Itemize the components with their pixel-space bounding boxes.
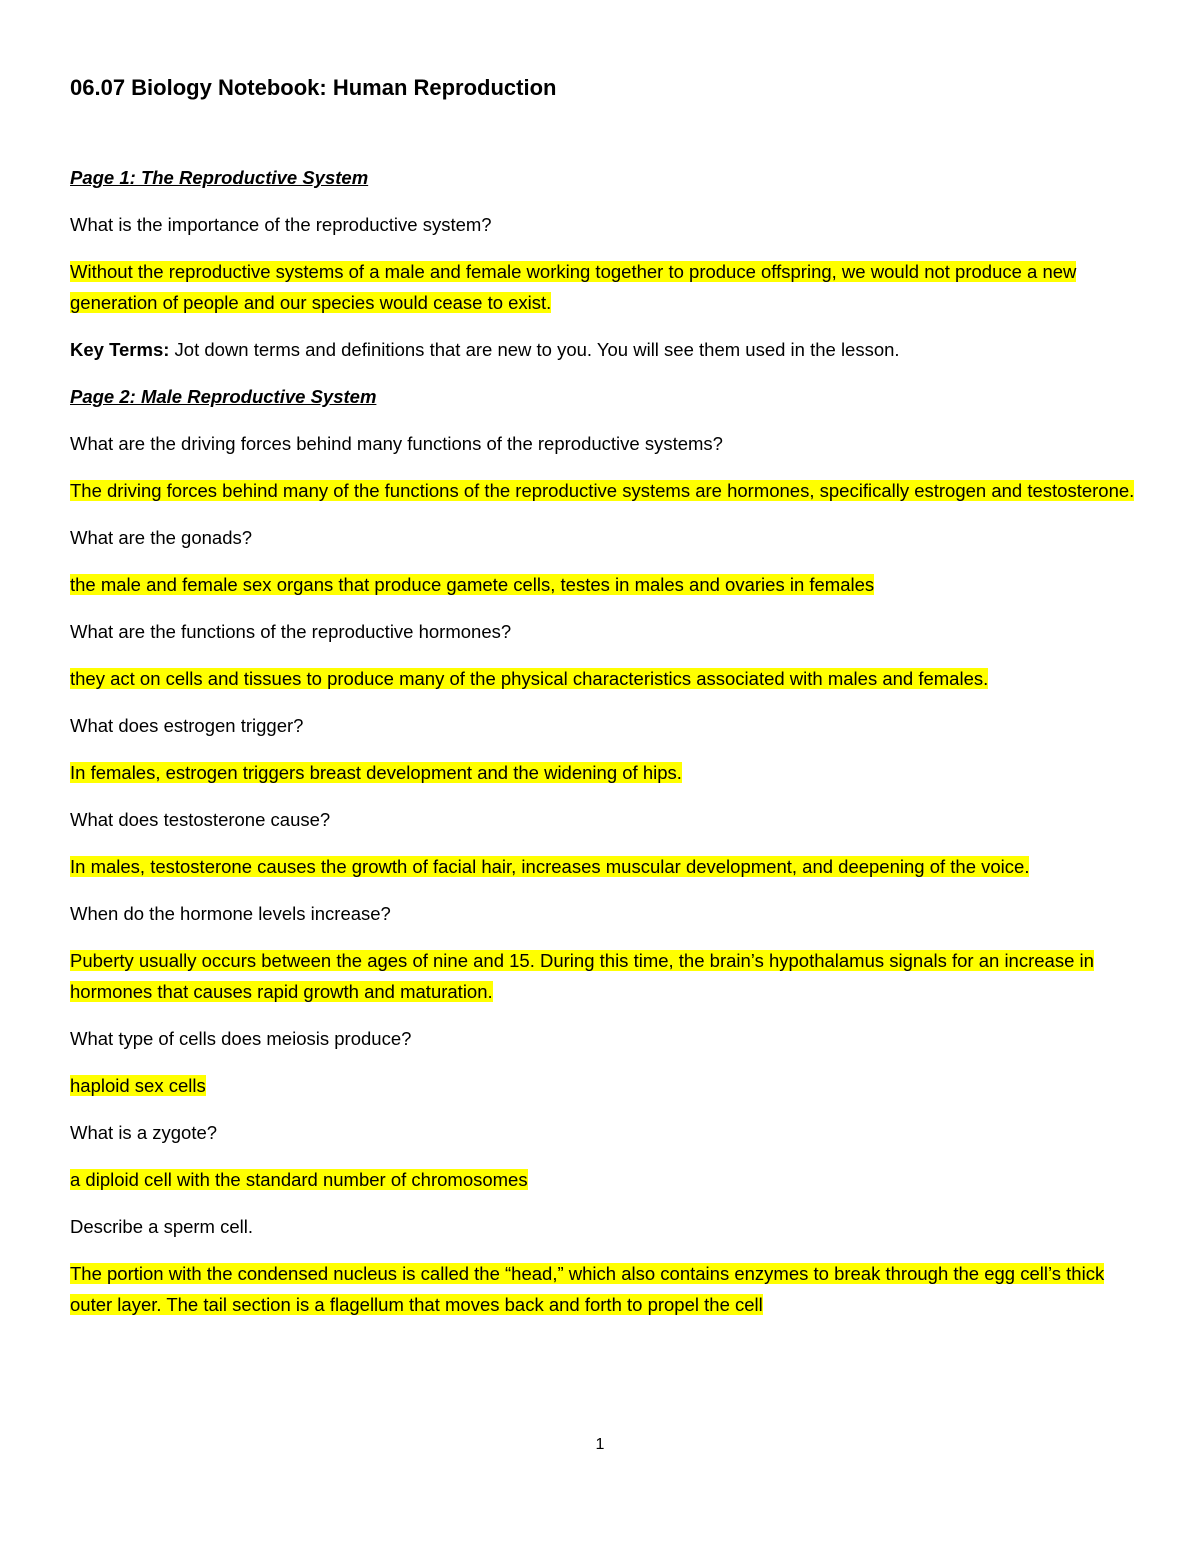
question-text: What type of cells does meiosis produce?	[70, 1028, 412, 1049]
answer-text	[70, 945, 1140, 1007]
highlighted-answer: The driving forces behind many of the functions of the reproductive systems are hormones, specifically estrogen and testosterone.	[70, 480, 1135, 501]
section-heading-male-reproductive-system: Page 2: Male Reproductive System	[70, 386, 377, 407]
question-text: Describe a sperm cell.	[70, 1216, 254, 1237]
highlighted-answer: In males, testosterone causes the growth of facial hair, increases muscular development, and deepening of the voice.	[70, 856, 1030, 877]
question-text: When do the hormone levels increase?	[70, 903, 391, 924]
answer-text	[70, 1258, 1140, 1320]
answer-text	[70, 851, 1140, 882]
highlighted-answer: a diploid cell with the standard number of chromosomes	[70, 1169, 528, 1190]
question-text: What is a zygote?	[70, 1122, 218, 1143]
answer-text	[70, 1070, 1140, 1101]
highlighted-answer: they act on cells and tissues to produce many of the physical characteristics associated with males and females.	[70, 668, 989, 689]
highlighted-answer: The portion with the condensed nucleus is called the “head,” which also contains enzymes to break through the egg cell’s thick outer layer. The tail section is a flagellum that moves back and forth to propel the cell	[70, 1263, 1105, 1315]
highlighted-answer: In females, estrogen triggers breast development and the widening of hips.	[70, 762, 682, 783]
answer-text	[70, 475, 1140, 506]
key-terms-instructions: Jot down terms and definitions that are new to you. You will see them used in the lesson.	[169, 339, 900, 360]
highlighted-answer: Without the reproductive systems of a male and female working together to produce offspring, we would not produce a new generation of people and our species would cease to exist.	[70, 261, 1077, 313]
answer-text	[70, 256, 1140, 318]
key-terms-line	[70, 334, 1140, 365]
question-text: What are the gonads?	[70, 527, 253, 548]
document-title: 06.07 Biology Notebook: Human Reproduction	[70, 75, 557, 100]
highlighted-answer: Puberty usually occurs between the ages of nine and 15. During this time, the brain’s hypothalamus signals for an increase in hormones that causes rapid growth and maturation.	[70, 950, 1094, 1002]
highlighted-answer: the male and female sex organs that produce gamete cells, testes in males and ovaries in females	[70, 574, 875, 595]
answer-text	[70, 569, 1140, 600]
question-text: What is the importance of the reproductive system?	[70, 214, 492, 235]
question-text: What are the functions of the reproductive hormones?	[70, 621, 512, 642]
question-text: What does testosterone cause?	[70, 809, 331, 830]
document-page	[70, 72, 1140, 1336]
answer-text	[70, 1164, 1140, 1195]
answer-text	[70, 663, 1140, 694]
highlighted-answer: haploid sex cells	[70, 1075, 206, 1096]
question-text: What does estrogen trigger?	[70, 715, 304, 736]
key-terms-label: Key Terms:	[70, 339, 170, 360]
section-heading-reproductive-system: Page 1: The Reproductive System	[70, 167, 369, 188]
question-text: What are the driving forces behind many functions of the reproductive systems?	[70, 433, 723, 454]
page-number: 1	[595, 1436, 605, 1453]
answer-text	[70, 757, 1140, 788]
